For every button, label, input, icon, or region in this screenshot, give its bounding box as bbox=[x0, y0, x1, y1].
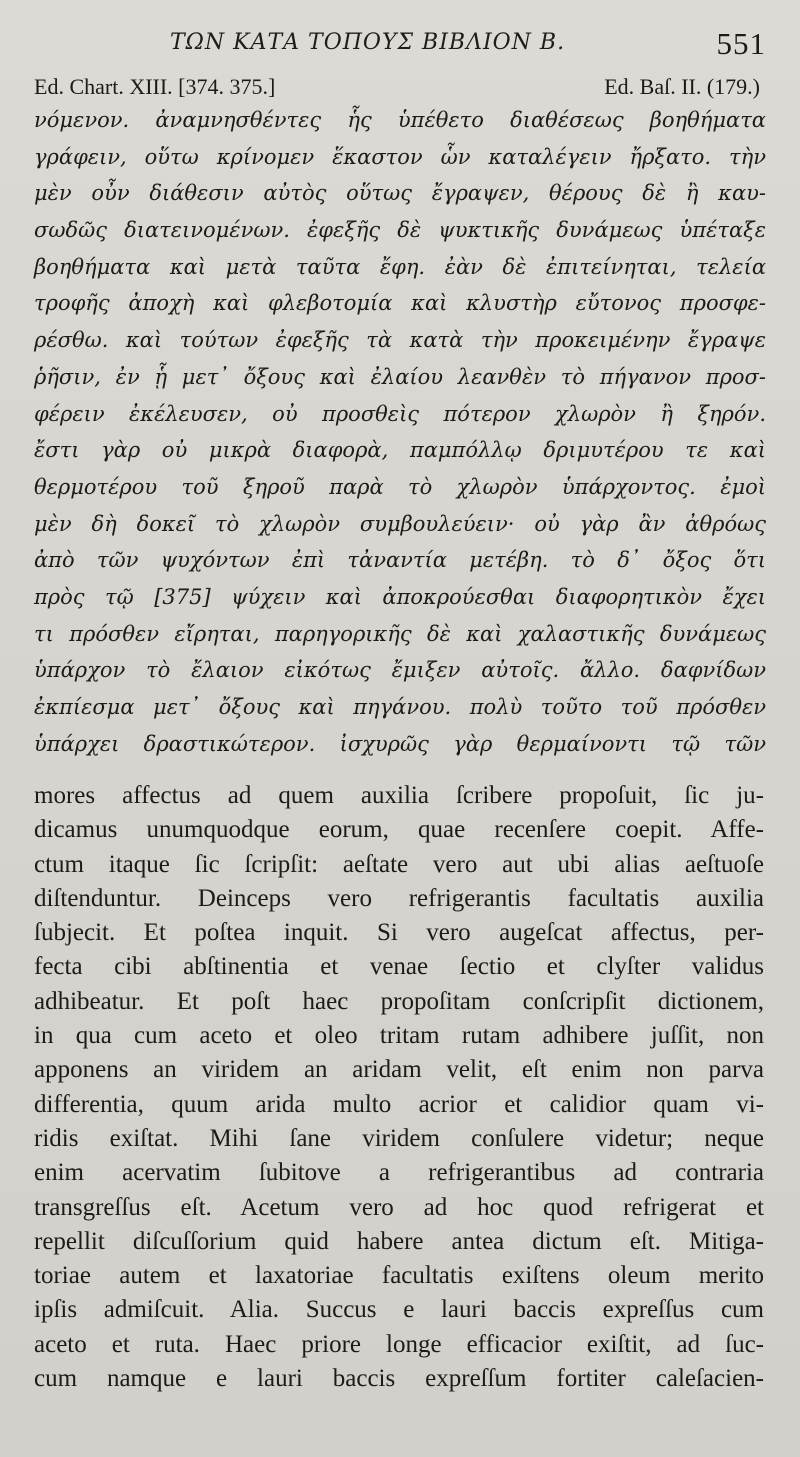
greek-line: σωδῶς διατεινομένων. ἐφεξῆς δὲ ψυκτικῆς δυνάμεως ὑπέταξε bbox=[34, 218, 766, 243]
greek-text-block bbox=[34, 102, 766, 762]
running-head-title: ΤΩΝ ΚΑΤΑ ΤΟΠΟΥΣ ΒΙΒΛΙΟΝ Β. bbox=[170, 30, 566, 55]
greek-line: ἐκπίεσμα μετ᾿ ὄξους καὶ πηγάνου. πολὺ τοῦτο τοῦ πρόσθεν bbox=[34, 695, 766, 719]
greek-line: ἔστι γὰρ οὐ μικρὰ διαφορὰ, παμπόλλῳ δριμυτέρου τε καὶ bbox=[34, 438, 766, 463]
latin-line: adhibeatur. Et poſt haec propoſitam conſcripſit dictionem, bbox=[34, 987, 764, 1015]
edition-reference-chart: Ed. Chart. XIII. [374. 375.] bbox=[34, 74, 276, 99]
latin-line: dicamus unumquodque eorum, quae recenſere coepit. Affe- bbox=[34, 816, 764, 844]
greek-line: ἀπὸ τῶν ψυχόντων ἐπὶ τἀναντία μετέβη. τὸ δ᾿ ὄξος ὅτι bbox=[34, 548, 766, 573]
greek-line: ὑπάρχει δραστικώτερον. ἰσχυρῶς γὰρ θερμαίνοντι τῷ τῶν bbox=[34, 731, 766, 756]
page-number: 551 bbox=[716, 26, 766, 61]
greek-line: μὲν οὖν διάθεσιν αὐτὸς οὕτως ἔγραψεν, θέρους δὲ ἢ καυ- bbox=[34, 181, 766, 206]
latin-text-block bbox=[34, 779, 764, 1396]
greek-line: τι πρόσθεν εἴρηται, παρηγορικῆς δὲ καὶ χαλαστικῆς δυνάμεως bbox=[34, 621, 766, 646]
greek-line: ὑπάρχον τὸ ἔλαιον εἰκότως ἔμιξεν αὐτοῖς. ἄλλο. δαφνίδων bbox=[34, 658, 766, 683]
greek-line: φέρειν ἐκέλευσεν, οὐ προσθεὶς πότερον χλωρὸν ἢ ξηρόν. bbox=[34, 401, 766, 426]
latin-line: toriae autem et laxatoriae facultatis exiſtens oleum merito bbox=[34, 1262, 764, 1290]
latin-line: ridis exiſtat. Mihi ſane viridem conſulere videtur; neque bbox=[34, 1124, 764, 1152]
latin-line: mores affectus ad quem auxilia ſcribere propoſuit, ſic ju- bbox=[34, 782, 764, 809]
latin-line: ctum itaque ſic ſcripſit: aeſtate vero aut ubi alias aeſtuoſe bbox=[34, 850, 764, 878]
greek-line: γράφειν, οὕτω κρίνομεν ἕκαστον ὧν καταλέγειν ἤρξατο. τὴν bbox=[34, 144, 766, 169]
latin-line: aceto et ruta. Haec priore longe efficacior exiſtit, ad ſuc- bbox=[34, 1330, 764, 1358]
greek-line: βοηθήματα καὶ μετὰ ταῦτα ἔφη. ἐὰν δὲ ἐπιτείνηται, τελεία bbox=[34, 254, 766, 279]
edition-references bbox=[0, 74, 800, 102]
greek-line: θερμοτέρου τοῦ ξηροῦ παρὰ τὸ χλωρὸν ὑπάρχοντος. ἐμοὶ bbox=[34, 474, 766, 499]
greek-line: πρὸς τῷ [375] ψύχειν καὶ ἀποκρούεσθαι διαφορητικὸν ἔχει bbox=[34, 584, 766, 609]
latin-line: in qua cum aceto et oleo tritam rutam adhibere juſſit, non bbox=[34, 1022, 764, 1050]
edition-reference-basel: Ed. Baſ. II. (179.) bbox=[604, 74, 760, 99]
latin-line: repellit diſcuſſorium quid habere antea dictum eſt. Mitiga- bbox=[34, 1227, 764, 1255]
latin-line: ipſis admiſcuit. Alia. Succus e lauri baccis expreſſus cum bbox=[34, 1296, 764, 1324]
latin-line: fecta cibi abſtinentia et venae ſectio et clyſter validus bbox=[34, 953, 764, 981]
latin-line: apponens an viridem an aridam velit, eſt enim non parva bbox=[34, 1056, 764, 1084]
greek-line: ῥῆσιν, ἐν ᾗ μετ᾿ ὄξους καὶ ἐλαίου λεανθὲν τὸ πήγανον προσ- bbox=[34, 364, 766, 389]
latin-line: enim acervatim ſubitove a refrigerantibus ad contraria bbox=[34, 1159, 764, 1187]
latin-line: cum namque e lauri baccis expreſſum fortiter caleſacien- bbox=[34, 1365, 764, 1393]
latin-line: differentia, quum arida multo acrior et calidior quam vi- bbox=[34, 1090, 764, 1118]
running-head bbox=[0, 22, 800, 66]
greek-line: ρέσθω. καὶ τούτων ἐφεξῆς τὰ κατὰ τὴν προκειμένην ἔγραψε bbox=[34, 328, 766, 353]
greek-line: νόμενον. ἀναμνησθέντες ἧς ὑπέθετο διαθέσεως βοηθήματα bbox=[34, 108, 766, 132]
latin-line: ſubjecit. Et poſtea inquit. Si vero augeſcat affectus, per- bbox=[34, 919, 764, 947]
greek-line: τροφῆς ἀποχὴ καὶ φλεβοτομία καὶ κλυστὴρ εὔτονος προσφε- bbox=[34, 291, 766, 316]
latin-line: transgreſſus eſt. Acetum vero ad hoc quod refrigerat et bbox=[34, 1193, 764, 1221]
latin-line: diſtenduntur. Deinceps vero refrigerantis facultatis auxilia bbox=[34, 884, 764, 912]
greek-line: μὲν δὴ δοκεῖ τὸ χλωρὸν συμβουλεύειν· οὐ γὰρ ἂν ἀθρόως bbox=[34, 511, 766, 536]
